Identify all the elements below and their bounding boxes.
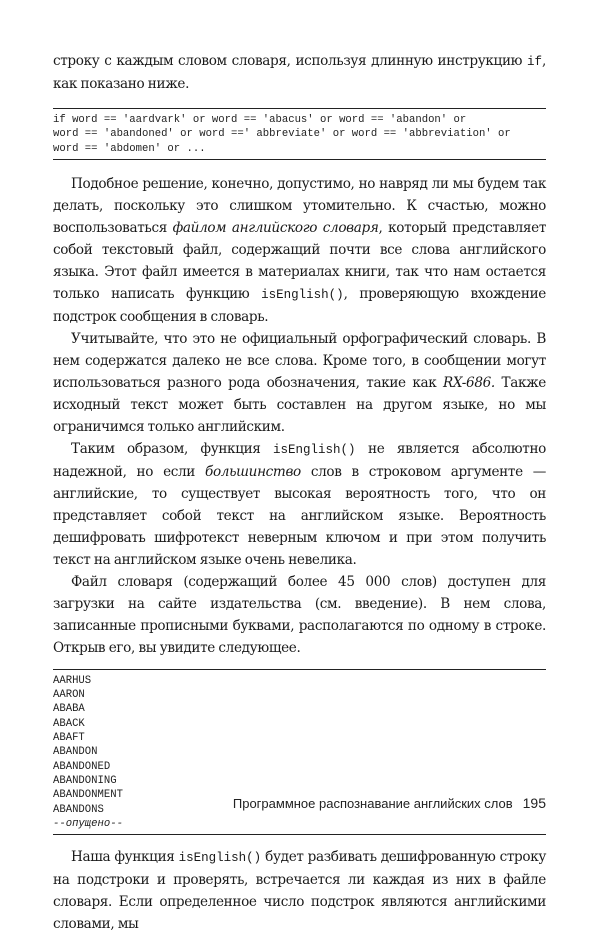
text: Подобное решение, конечно, допустимо, но навряд ли мы будем так делать, поскольку это слишком утомительно. К счастью, можно воспользоваться xyxy=(53,175,546,236)
text: Также исходный текст может быть составлен на другом языке, но мы ограничимся только английским. xyxy=(53,374,546,435)
code-listing-if xyxy=(53,108,546,160)
paragraph-1 xyxy=(53,173,546,328)
code-line: word == 'abandoned' or word ==' abbreviate' or word == 'abbreviation' or xyxy=(53,128,511,141)
inline-code: isEnglish() xyxy=(273,442,356,457)
italic-term: большинство xyxy=(205,463,301,480)
paragraph-intro xyxy=(53,50,546,95)
dictionary-word: ABANDONMENT xyxy=(53,789,123,802)
dictionary-word: ABABA xyxy=(53,703,85,716)
dictionary-word: ABANDONING xyxy=(53,774,117,787)
text: Таким образом, функция xyxy=(71,440,274,457)
text: Наша функция xyxy=(71,849,179,866)
paragraph-4: Файл словаря (содержащий более 45 000 слов) доступен для загрузки на сайте издательства (см. введение). В нем слова, записанные прописными буквами, располагаются по одному в строке. Открыв его, вы увидите следующее. xyxy=(53,573,546,656)
omitted-marker: --опущено-- xyxy=(53,817,123,830)
text: строку с каждым словом словаря, используя длинную инструкцию xyxy=(53,53,527,69)
text: будет разбивать дешифрованную строку на подстроки и проверять, встречается ли каждая из них в файле словаря. Если определенное число подстрок являются английскими словами, мы xyxy=(53,849,546,933)
dictionary-word: AARON xyxy=(53,689,85,702)
dictionary-word: ABANDONS xyxy=(53,803,104,816)
dictionary-word: ABANDON xyxy=(53,746,98,759)
text: слов в строковом аргументе — английские, то существует высокая вероятность того, что он представляет собой текст на английском языке. Вероятность дешифровать шифротекст неверным ключом и при этом получить текст на английском языке очень невелика. xyxy=(53,463,546,568)
code-line: if word == 'aardvark' or word == 'abacus' or word == 'abandon' or xyxy=(53,114,467,126)
dictionary-word: ABACK xyxy=(53,717,85,730)
page-number: 195 xyxy=(522,795,546,811)
inline-code: isEnglish() xyxy=(261,287,344,302)
running-chapter-title: Программное распознавание английских слов xyxy=(232,796,513,811)
dictionary-word: AARHUS xyxy=(53,674,92,687)
text: Учитывайте, что это не официальный орфографический словарь. В нем содержатся далеко не все слова. Кроме того, в сообщении могут использоваться разного рода обозначения, такие как xyxy=(53,330,546,391)
code-line: word == 'abdomen' or ... xyxy=(53,142,206,155)
inline-code: if xyxy=(527,55,543,69)
dictionary-word: ABANDONED xyxy=(53,760,111,773)
page-footer xyxy=(53,795,546,811)
text: не является абсолютно надежной, но если xyxy=(53,440,546,480)
text: , который представляет собой текстовый файл, содержащий почти все слова английского языка. Этот файл имеется в материалах книги, так что нам остается только написать функцию xyxy=(53,219,547,302)
paragraph-5 xyxy=(53,846,546,935)
text: , как показано ниже. xyxy=(53,53,546,92)
paragraph-3 xyxy=(53,438,546,571)
paragraph-2 xyxy=(53,328,546,438)
inline-code: isEnglish() xyxy=(178,851,262,866)
text: , проверяющую вхождение подстрок сообщения в словарь. xyxy=(53,285,546,325)
dictionary-word: ABAFT xyxy=(53,732,85,745)
italic-term: файлом английского словаря xyxy=(172,219,379,236)
italic-term: RX-686. xyxy=(443,374,495,391)
